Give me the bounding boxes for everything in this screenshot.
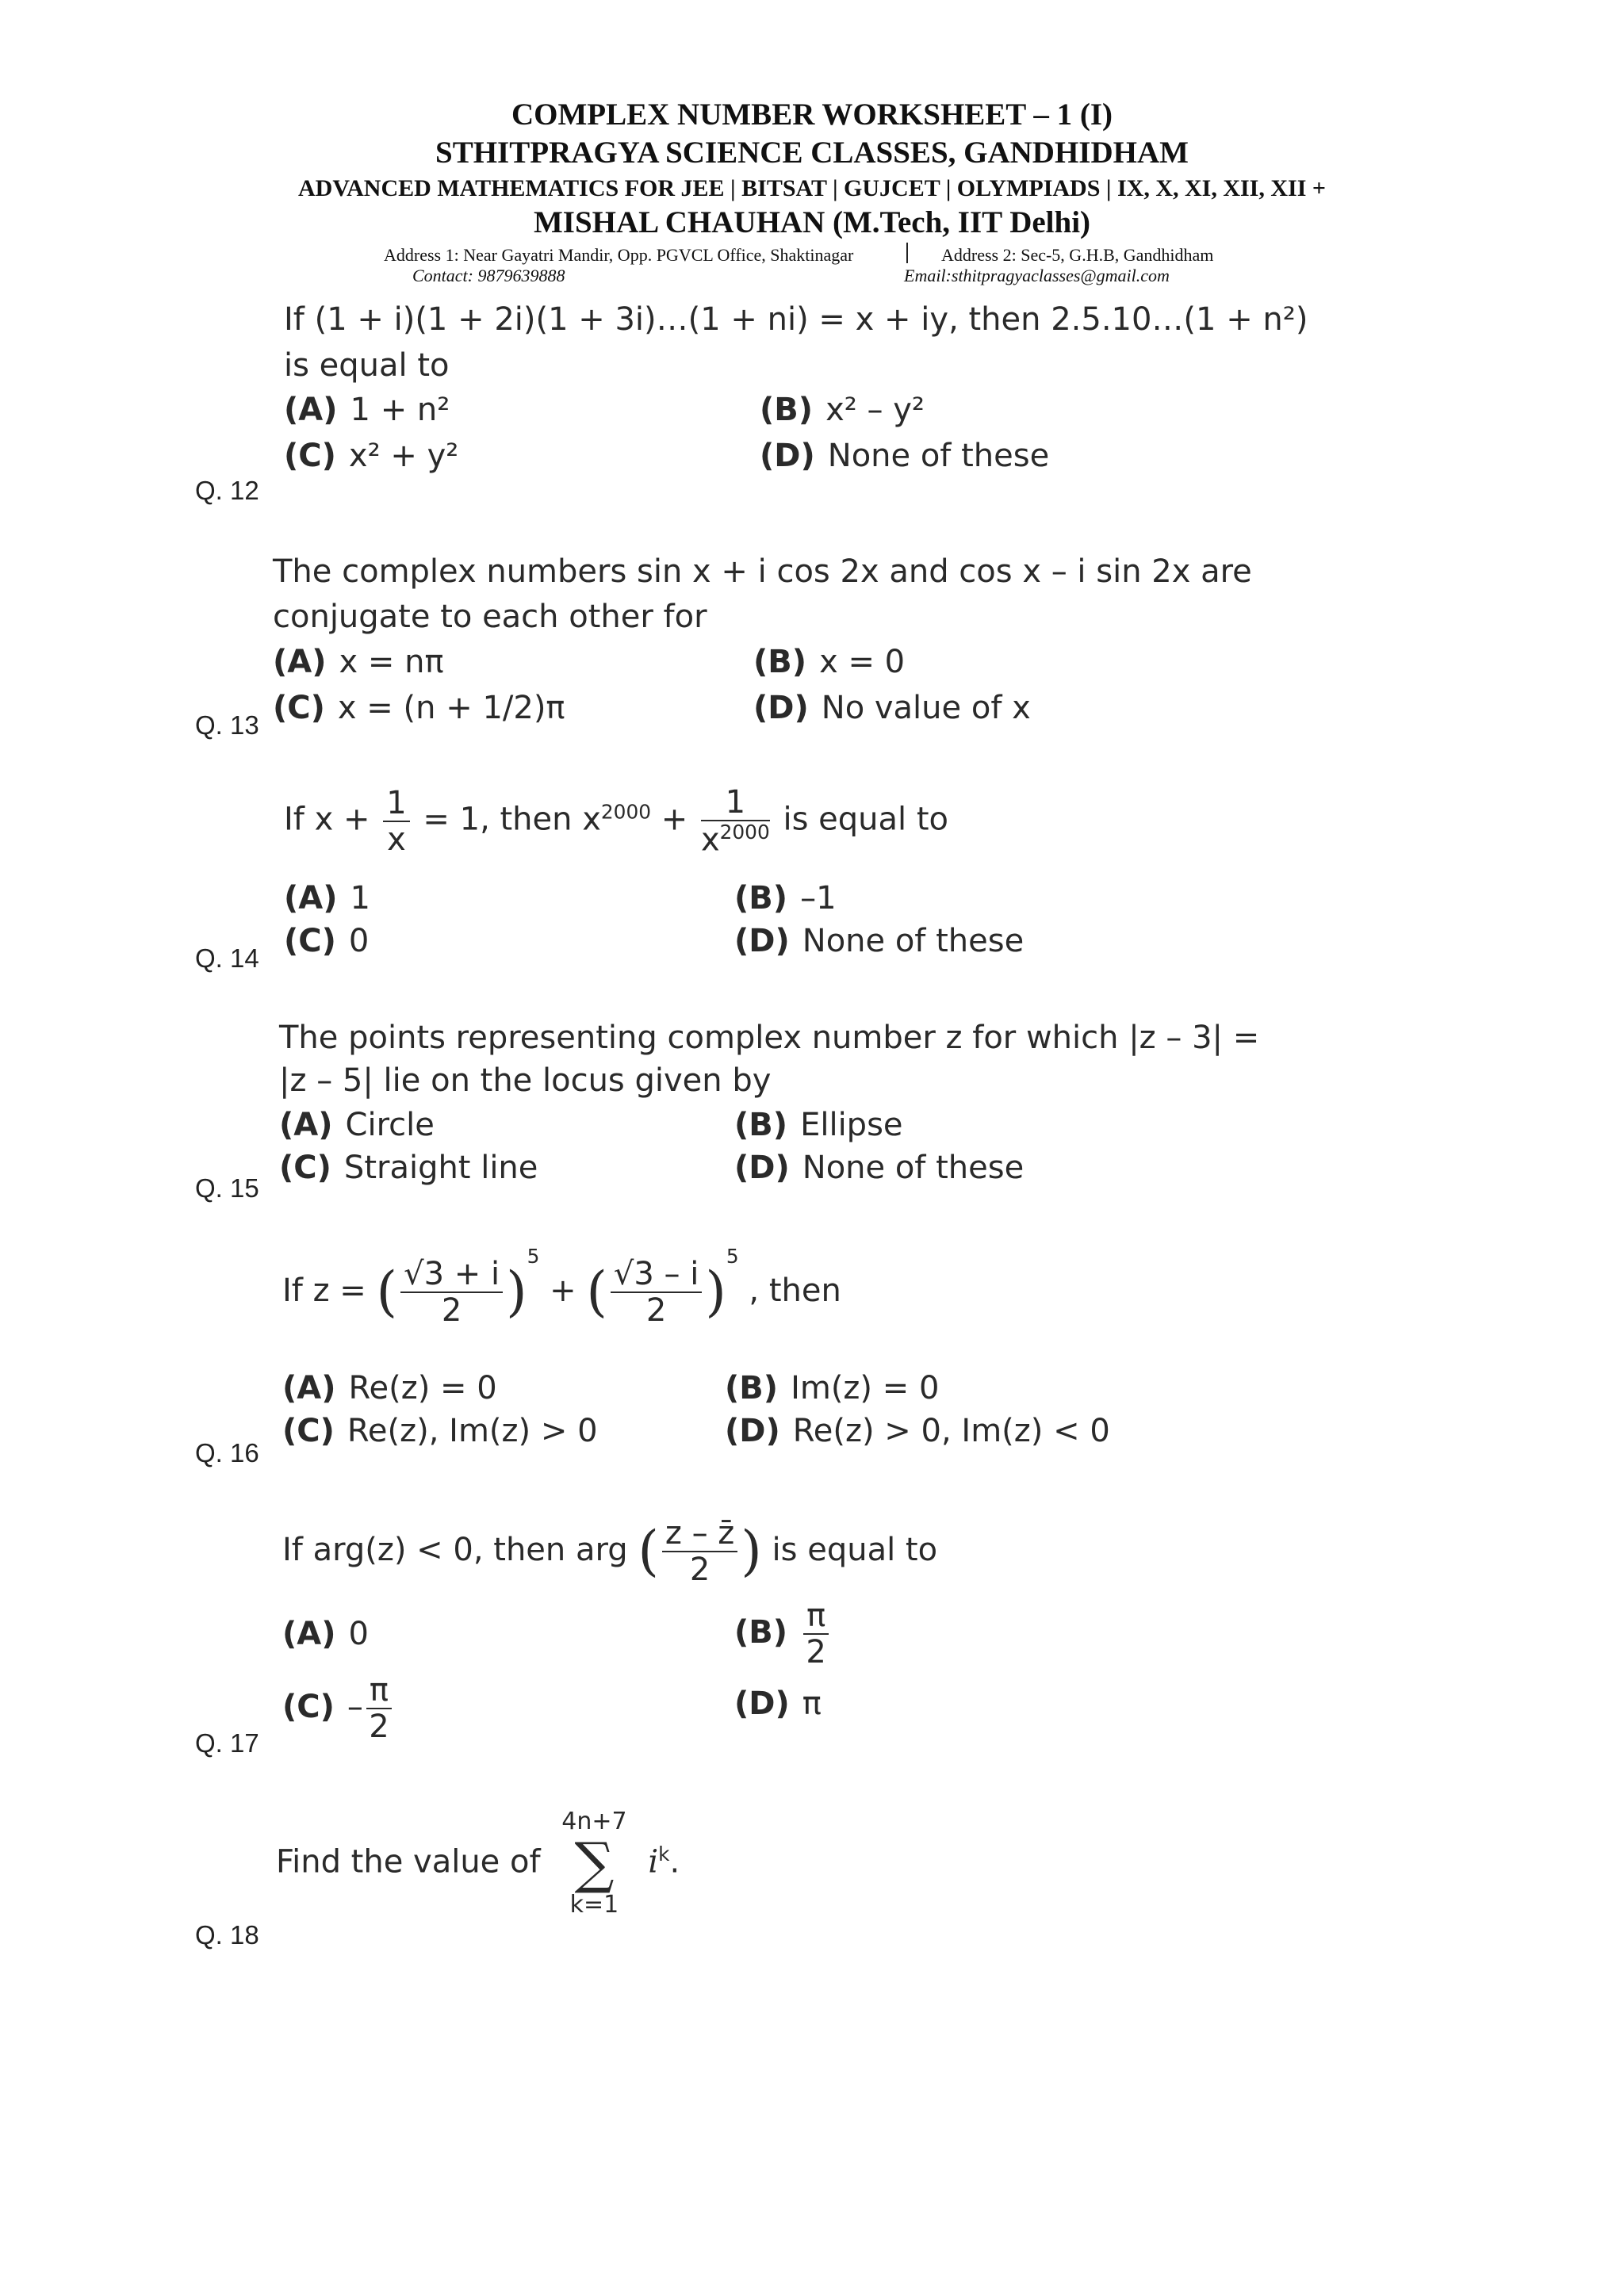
question-15-option-c: (C) Straight line: [279, 1150, 538, 1186]
worksheet-title: COMPLEX NUMBER WORKSHEET – 1 (I): [511, 98, 1113, 132]
question-12-line-2: is equal to: [284, 347, 450, 384]
question-12-option-d: (D) None of these: [760, 438, 1050, 474]
question-17-option-d: (D) π: [734, 1686, 822, 1722]
fraction-sqrt3-plus-i: $\frac{√3 + i}{2}$: [400, 1257, 503, 1328]
fraction-sqrt3-minus-i: $\frac{√3 - i}{2}$: [611, 1257, 702, 1328]
question-16-option-c: (C) Re(z), Im(z) > 0: [282, 1413, 598, 1449]
question-14-option-b: (B) –1: [734, 880, 837, 916]
question-17-option-a: (A) 0: [282, 1616, 369, 1652]
question-12-option-a: (A) 1 + n²: [284, 392, 450, 428]
question-16-option-a: (A) Re(z) = 0: [282, 1370, 497, 1406]
question-17-label: Q. 17: [195, 1728, 259, 1758]
question-16-label: Q. 16: [195, 1438, 259, 1468]
question-12-label: Q. 12: [195, 476, 259, 505]
question-16-option-b: (B) Im(z) = 0: [725, 1370, 940, 1406]
question-12-option-c: (C) x² + y²: [284, 438, 459, 474]
question-15-line-2: |z – 5| lie on the locus given by: [279, 1062, 772, 1099]
question-13-line-2: conjugate to each other for: [273, 599, 707, 635]
question-18-label: Q. 18: [195, 1920, 259, 1950]
address-2: Address 2: Sec-5, G.H.B, Gandhidham: [941, 245, 1214, 265]
question-15-option-b: (B) Ellipse: [734, 1107, 903, 1143]
address-1: Address 1: Near Gayatri Mandir, Opp. PGVCL Office, Shaktinagar: [384, 245, 854, 265]
email: Email:sthitpragyaclasses@gmail.com: [904, 266, 1170, 285]
institute-name: STHITPRAGYA SCIENCE CLASSES, GANDHIDHAM: [435, 136, 1189, 170]
tagline: ADVANCED MATHEMATICS FOR JEE | BITSAT | GUJCET | OLYMPIADS | IX, X, XI, XII, XII +: [298, 175, 1326, 201]
address-divider: [906, 243, 908, 263]
question-12-option-b: (B) x² – y²: [760, 392, 925, 428]
question-17-option-c: (C) – $\frac{\pi}{2}$: [282, 1673, 395, 1744]
question-13-option-d: (D) No value of x: [753, 690, 1031, 726]
question-14-option-d: (D) None of these: [734, 923, 1025, 959]
question-14-option-a: (A) 1: [284, 880, 370, 916]
question-15-option-a: (A) Circle: [279, 1107, 435, 1143]
question-17-option-b: (B) $\frac{\pi}{2}$: [734, 1598, 832, 1670]
question-13-line-1: The complex numbers sin x + i cos 2x and cos x – i sin 2x are: [273, 553, 1252, 590]
question-16-stem: If z = ( $\frac{√3 + i}{2}$ )$^5$ + ( $\frac{√3 - i}{2}$ )$^5$ , then: [282, 1245, 841, 1329]
fraction-z-minus-zbar: $\frac{z - z̄}{2}$: [662, 1516, 737, 1587]
question-18-stem: Find the value of 4n+7 ∑ k=1 $i^k$.: [276, 1808, 680, 1919]
question-13-option-b: (B) x = 0: [753, 644, 906, 680]
question-17-stem: If arg(z) < 0, then arg ( $\frac{z - z̄}{2}$ ) is equal to: [282, 1515, 938, 1588]
question-12-line-1: If (1 + i)(1 + 2i)(1 + 3i)…(1 + ni) = x + iy, then 2.5.10…(1 + n²): [284, 301, 1308, 338]
question-14-label: Q. 14: [195, 943, 259, 973]
fraction-1-over-x: $\frac{1}{x}$: [383, 786, 409, 857]
summation-sign: 4n+7 ∑ k=1: [561, 1808, 627, 1919]
contact: Contact: 9879639888: [412, 266, 565, 285]
question-15-line-1: The points representing complex number z for which |z – 3| =: [279, 1020, 1260, 1056]
teacher-name: MISHAL CHAUHAN (M.Tech, IIT Delhi): [533, 205, 1091, 239]
question-13-label: Q. 13: [195, 710, 259, 740]
question-13-option-a: (A) x = nπ: [273, 644, 444, 680]
question-15-label: Q. 15: [195, 1173, 259, 1203]
fraction-1-over-x2000: $\frac{1}{x^{2000}}$: [700, 784, 770, 859]
question-15-option-d: (D) None of these: [734, 1150, 1025, 1186]
question-13-option-c: (C) x = (n + 1/2)π: [273, 690, 565, 726]
question-16-option-d: (D) Re(z) > 0, Im(z) < 0: [725, 1413, 1110, 1449]
question-14-stem: If x + $\frac{1}{x}$ = 1, then $x^{2000}$ + $\frac{1}{x^{2000}}$ is equal to: [284, 784, 948, 859]
question-14-option-c: (C) 0: [284, 923, 370, 959]
